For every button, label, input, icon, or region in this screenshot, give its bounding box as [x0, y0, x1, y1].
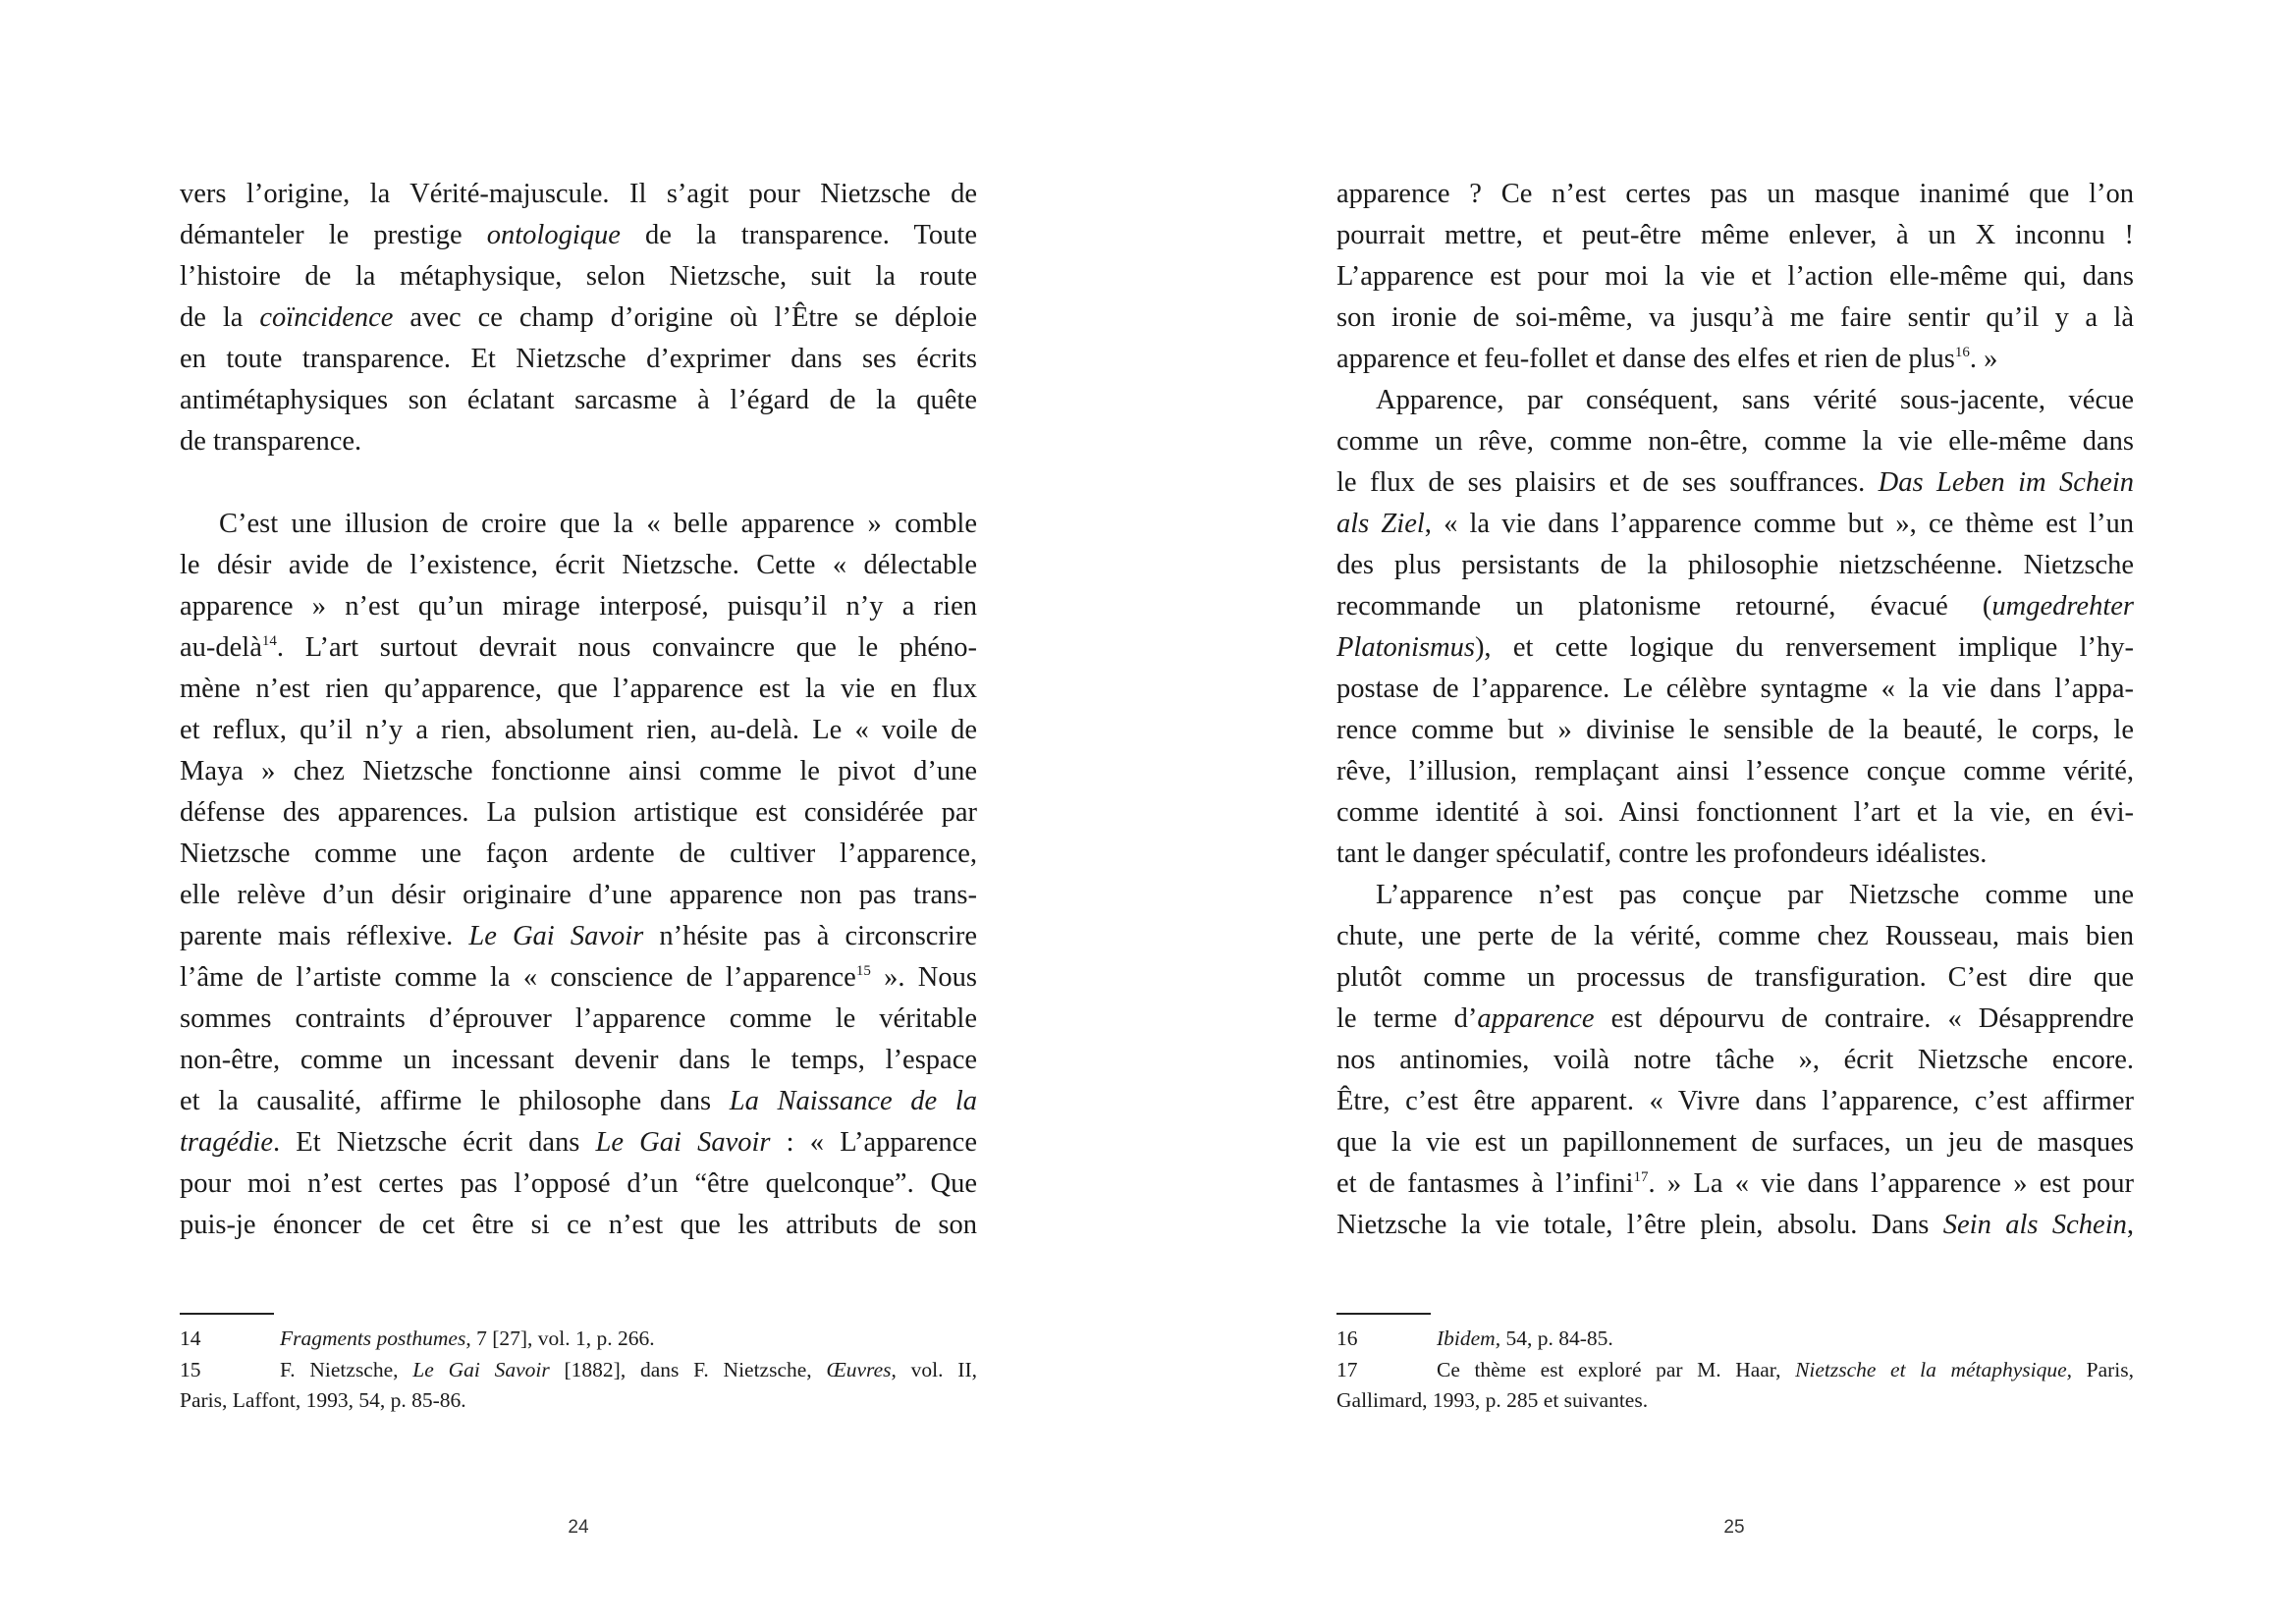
text-run: non-être, comme un incessant devenir dans le temps, l’espace: [180, 1045, 977, 1075]
italic-text: Le Gai Savoir: [412, 1357, 550, 1381]
text-line: [180, 256, 977, 298]
text-run: puis-je énoncer de cet être si ce n’est que les attributs de son: [180, 1210, 977, 1240]
text-line: [180, 215, 977, 256]
text-run: . » La « vie dans l’apparence » est pour: [1648, 1168, 2134, 1199]
text-run: Paris, Laffont, 1993, 54, p. 85-86.: [180, 1388, 466, 1412]
text-run: postase de l’apparence. Le célèbre syntagme « la vie dans l’appa-: [1336, 674, 2134, 704]
text-run: F. Nietzsche,: [280, 1357, 413, 1381]
text-run: le terme d’: [1336, 1003, 1478, 1034]
italic-text: Sein als Schein: [1942, 1210, 2127, 1240]
text-line: [1336, 462, 2134, 504]
italic-text: tragédie: [180, 1127, 273, 1158]
footnote-ref: 16: [1954, 345, 1970, 360]
text-run: de la: [180, 302, 260, 333]
italic-text: umgedrehter: [1991, 591, 2134, 622]
text-run: le désir avide de l’existence, écrit Nietzsche. Cette « délectable: [180, 550, 977, 580]
text-line: [1336, 957, 2134, 999]
text-line: [1336, 999, 2134, 1040]
footnote-line: [180, 1324, 977, 1355]
paragraph: [1336, 380, 2134, 875]
paragraph: [180, 174, 977, 462]
italic-text: Le Gai Savoir: [595, 1127, 771, 1158]
text-line: [1336, 875, 2134, 916]
text-run: L’apparence n’est pas conçue par Nietzsche comme une: [1376, 880, 2134, 910]
left-page: [0, 0, 1144, 1624]
text-line: [180, 875, 977, 916]
italic-text: apparence: [1477, 1003, 1595, 1034]
text-line: [180, 834, 977, 875]
text-run: [1882], dans F. Nietzsche,: [549, 1357, 827, 1381]
italic-text: La Naissance de la: [729, 1086, 978, 1116]
text-run: Apparence, par conséquent, sans vérité sous-jacente, vécue: [1376, 385, 2134, 415]
text-line: [1336, 751, 2134, 792]
text-line: [1336, 834, 2134, 875]
text-run: sommes contraints d’éprouver l’apparence comme le véritable: [180, 1003, 977, 1034]
text-run: ». Nous: [870, 962, 977, 993]
text-run: et la causalité, affirme le philosophe dans: [180, 1086, 730, 1116]
text-run: , 7 [27], vol. 1, p. 266.: [465, 1326, 655, 1350]
text-run: . L’art surtout devrait nous convaincre que le phéno-: [276, 632, 977, 663]
footnote-number: 14: [180, 1326, 201, 1350]
footnote-line: [1336, 1385, 2134, 1417]
italic-text: Platonismus: [1336, 632, 1475, 663]
italic-text: Ibidem,: [1437, 1326, 1501, 1350]
text-line: [180, 627, 977, 669]
text-line: [1336, 380, 2134, 421]
text-run: en toute transparence. Et Nietzsche d’exprimer dans ses écrits: [180, 344, 977, 374]
text-run: chute, une perte de la vérité, comme chez Rousseau, mais bien: [1336, 921, 2134, 951]
text-run: pour moi n’est certes pas l’opposé d’un “être quelconque”. Que: [180, 1168, 977, 1199]
text-line: [180, 174, 977, 215]
italic-text: Le Gai Savoir: [468, 921, 644, 951]
text-line: [1336, 669, 2134, 710]
text-run: . Et Nietzsche écrit dans: [272, 1127, 596, 1158]
text-run: L’apparence est pour moi la vie et l’action elle-même qui, dans: [1336, 261, 2134, 292]
text-run: nos antinomies, voilà notre tâche », écrit Nietzsche encore.: [1336, 1045, 2134, 1075]
footnote-line: [1336, 1355, 2134, 1386]
text-run: Gallimard, 1993, p. 285 et suivantes.: [1336, 1388, 1649, 1412]
text-run: apparence » n’est qu’un mirage interposé, puisqu’il n’y a rien: [180, 591, 977, 622]
text-line: [1336, 174, 2134, 215]
text-line: [1336, 504, 2134, 545]
text-line: [1336, 1164, 2134, 1205]
footnote-ref: 14: [261, 633, 277, 649]
text-run: vers l’origine, la Vérité-majuscule. Il s’agit pour Nietzsche de: [180, 179, 977, 209]
text-run: comme identité à soi. Ainsi fonctionnent l’art et la vie, en évi-: [1336, 797, 2134, 828]
text-run: Nietzsche comme une façon ardente de cultiver l’apparence,: [180, 839, 977, 869]
text-line: [1336, 916, 2134, 957]
text-run: apparence ? Ce n’est certes pas un masque inanimé que l’on: [1336, 179, 2134, 209]
text-line: [1336, 1081, 2134, 1122]
text-line: [180, 999, 977, 1040]
text-run: C’est une illusion de croire que la « belle apparence » comble: [219, 509, 977, 539]
footnote-rule: [180, 1313, 274, 1315]
footnote-number: 17: [1336, 1357, 1358, 1381]
text-line: [180, 669, 977, 710]
text-line: [1336, 627, 2134, 669]
text-line: [1336, 586, 2134, 627]
text-line: [1336, 1205, 2134, 1246]
text-line: [180, 792, 977, 834]
italic-text: Das Leben im Schein: [1878, 467, 2134, 498]
text-run: mène n’est rien qu’apparence, que l’apparence est la vie en flux: [180, 674, 977, 704]
italic-text: ontologique: [486, 220, 621, 250]
text-line: [1336, 215, 2134, 256]
text-run: au-delà: [180, 632, 262, 663]
text-run: et reflux, qu’il n’y a rien, absolument rien, au-delà. Le « voile de: [180, 715, 977, 745]
text-run: , « la vie dans l’apparence comme but », ce thème est l’un: [1424, 509, 2134, 539]
body-text: [180, 174, 977, 1246]
text-line: [180, 1040, 977, 1081]
italic-text: Nietzsche et la métaphysique,: [1795, 1357, 2073, 1381]
text-line: [180, 710, 977, 751]
text-line: [180, 504, 977, 545]
text-line: [180, 1164, 977, 1205]
body-text: [1336, 174, 2134, 1246]
text-line: [180, 339, 977, 380]
text-run: avec ce champ d’origine où l’Être se déploie: [393, 302, 978, 333]
italic-text: Œuvres: [826, 1357, 892, 1381]
text-run: parente mais réflexive.: [180, 921, 469, 951]
text-line: [1336, 710, 2134, 751]
text-line: [1336, 792, 2134, 834]
footnote-line: [180, 1355, 977, 1386]
text-run: ), et cette logique du renversement implique l’hy-: [1474, 632, 2134, 663]
text-line: [1336, 298, 2134, 339]
footnotes: [1336, 1324, 2134, 1417]
text-line: [180, 751, 977, 792]
italic-text: Fragments posthumes: [280, 1326, 466, 1350]
text-run: 54, p. 84-85.: [1500, 1326, 1613, 1350]
text-run: que la vie est un papillonnement de surfaces, un jeu de masques: [1336, 1127, 2134, 1158]
text-run: défense des apparences. La pulsion artistique est considérée par: [180, 797, 977, 828]
footnote-line: [180, 1385, 977, 1417]
page-number: 25: [1723, 1517, 1745, 1538]
text-run: le flux de ses plaisirs et de ses souffrances.: [1336, 467, 1879, 498]
italic-text: coïncidence: [259, 302, 394, 333]
text-run: recommande un platonisme retourné, évacué (: [1336, 591, 1992, 622]
text-line: [1336, 1040, 2134, 1081]
text-run: Paris,: [2072, 1357, 2135, 1381]
text-run: Maya » chez Nietzsche fonctionne ainsi comme le pivot d’une: [180, 756, 977, 786]
text-line: [180, 298, 977, 339]
text-run: ,: [2126, 1210, 2134, 1240]
text-line: [1336, 339, 2134, 380]
text-run: est dépourvu de contraire. « Désapprendre: [1594, 1003, 2135, 1034]
text-line: [180, 586, 977, 627]
text-run: de la transparence. Toute: [620, 220, 977, 250]
footnote-line: [1336, 1324, 2134, 1355]
text-run: pourrait mettre, et peut-être même enlever, à un X inconnu !: [1336, 220, 2134, 250]
text-line: [180, 421, 977, 462]
right-page: [1145, 0, 2289, 1624]
text-line: [1336, 545, 2134, 586]
footnote-number: 16: [1336, 1326, 1358, 1350]
text-run: et de fantasmes à l’infini: [1336, 1168, 1634, 1199]
text-line: [1336, 421, 2134, 462]
paragraph: [1336, 174, 2134, 380]
text-run: . »: [1969, 344, 1998, 374]
text-run: l’histoire de la métaphysique, selon Nietzsche, suit la route: [180, 261, 977, 292]
footnote-number: 15: [180, 1357, 201, 1381]
text-run: : « L’apparence: [770, 1127, 977, 1158]
text-line: [180, 1081, 977, 1122]
text-run: l’âme de l’artiste comme la « conscience de l’apparence: [180, 962, 856, 993]
text-run: Nietzsche la vie totale, l’être plein, absolu. Dans: [1336, 1210, 1943, 1240]
text-line: [180, 545, 977, 586]
text-line: [180, 1205, 977, 1246]
italic-text: als Ziel: [1336, 509, 1425, 539]
text-line: [180, 957, 977, 999]
text-run: Ce thème est exploré par M. Haar,: [1437, 1357, 1796, 1381]
text-run: , vol. II,: [891, 1357, 977, 1381]
text-run: des plus persistants de la philosophie nietzschéenne. Nietzsche: [1336, 550, 2134, 580]
text-run: n’hésite pas à circonscrire: [643, 921, 977, 951]
text-line: [180, 380, 977, 421]
paragraph: [180, 504, 977, 1246]
text-line: [1336, 1122, 2134, 1164]
text-run: rêve, l’illusion, remplaçant ainsi l’essence conçue comme vérité,: [1336, 756, 2134, 786]
text-run: rence comme but » divinise le sensible de la beauté, le corps, le: [1336, 715, 2134, 745]
footnotes: [180, 1324, 977, 1417]
text-line: [1336, 256, 2134, 298]
text-run: elle relève d’un désir originaire d’une apparence non pas trans-: [180, 880, 977, 910]
footnote-ref: 17: [1633, 1169, 1649, 1185]
text-run: tant le danger spéculatif, contre les profondeurs idéalistes.: [1336, 839, 1988, 869]
text-run: apparence et feu-follet et danse des elfes et rien de plus: [1336, 344, 1955, 374]
text-line: [180, 916, 977, 957]
text-run: plutôt comme un processus de transfiguration. C’est dire que: [1336, 962, 2134, 993]
text-run: antimétaphysiques son éclatant sarcasme à l’égard de la quête: [180, 385, 977, 415]
text-run: son ironie de soi-même, va jusqu’à me faire sentir qu’il y a là: [1336, 302, 2134, 333]
footnote-ref: 15: [855, 963, 871, 979]
text-run: démanteler le prestige: [180, 220, 487, 250]
text-run: de transparence.: [180, 426, 362, 457]
footnote-rule: [1336, 1313, 1431, 1315]
text-run: comme un rêve, comme non-être, comme la vie elle-même dans: [1336, 426, 2134, 457]
text-line: [180, 1122, 977, 1164]
text-run: Être, c’est être apparent. « Vivre dans l’apparence, c’est affirmer: [1336, 1086, 2134, 1116]
page-number: 24: [568, 1517, 589, 1538]
paragraph: [1336, 875, 2134, 1246]
